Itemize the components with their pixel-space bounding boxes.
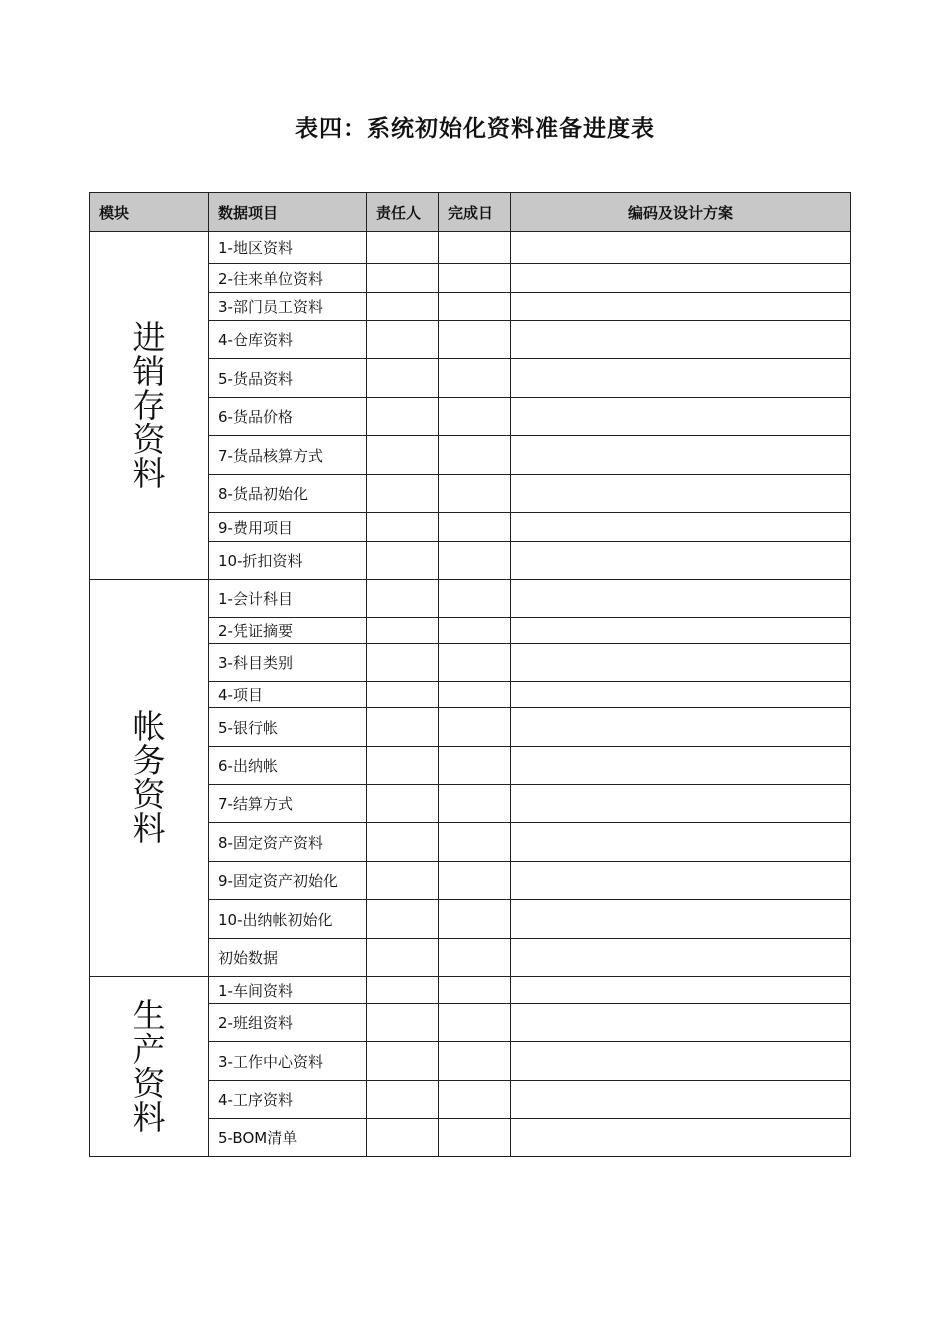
- owner-cell[interactable]: [367, 785, 439, 823]
- owner-cell[interactable]: [367, 232, 439, 264]
- item-cell: 2-凭证摘要: [209, 618, 367, 644]
- item-cell: 3-部门员工资料: [209, 293, 367, 321]
- owner-cell[interactable]: [367, 747, 439, 785]
- item-cell: 3-科目类别: [209, 644, 367, 682]
- header-item: 数据项目: [209, 193, 367, 232]
- due-cell[interactable]: [439, 977, 511, 1004]
- owner-cell[interactable]: [367, 1004, 439, 1042]
- owner-cell[interactable]: [367, 823, 439, 862]
- item-cell: 4-工序资料: [209, 1081, 367, 1119]
- item-cell: 1-地区资料: [209, 232, 367, 264]
- owner-cell[interactable]: [367, 1042, 439, 1081]
- owner-cell[interactable]: [367, 513, 439, 542]
- table-header-row: [90, 193, 851, 232]
- due-cell[interactable]: [439, 1004, 511, 1042]
- plan-cell[interactable]: [511, 708, 851, 747]
- plan-cell[interactable]: [511, 862, 851, 900]
- module-cell: [90, 580, 209, 977]
- due-cell[interactable]: [439, 1042, 511, 1081]
- module-label: 生 产 资 料: [132, 995, 166, 1137]
- plan-cell[interactable]: [511, 542, 851, 580]
- plan-cell[interactable]: [511, 264, 851, 293]
- due-cell[interactable]: [439, 862, 511, 900]
- owner-cell[interactable]: [367, 580, 439, 618]
- owner-cell[interactable]: [367, 398, 439, 436]
- plan-cell[interactable]: [511, 398, 851, 436]
- plan-cell[interactable]: [511, 823, 851, 862]
- due-cell[interactable]: [439, 542, 511, 580]
- plan-cell[interactable]: [511, 359, 851, 398]
- item-cell: 6-货品价格: [209, 398, 367, 436]
- due-cell[interactable]: [439, 475, 511, 513]
- item-cell: 5-银行帐: [209, 708, 367, 747]
- plan-cell[interactable]: [511, 1042, 851, 1081]
- module-label: 帐 务 资 料: [132, 707, 166, 848]
- due-cell[interactable]: [439, 513, 511, 542]
- header-owner: 责任人: [367, 193, 439, 232]
- due-cell[interactable]: [439, 785, 511, 823]
- plan-cell[interactable]: [511, 900, 851, 939]
- due-cell[interactable]: [439, 682, 511, 708]
- item-cell: 8-固定资产资料: [209, 823, 367, 862]
- owner-cell[interactable]: [367, 1081, 439, 1119]
- due-cell[interactable]: [439, 644, 511, 682]
- owner-cell[interactable]: [367, 359, 439, 398]
- owner-cell[interactable]: [367, 682, 439, 708]
- owner-cell[interactable]: [367, 862, 439, 900]
- item-cell: 7-货品核算方式: [209, 436, 367, 475]
- header-plan: 编码及设计方案: [511, 193, 851, 232]
- due-cell[interactable]: [439, 1081, 511, 1119]
- due-cell[interactable]: [439, 359, 511, 398]
- item-cell: 6-出纳帐: [209, 747, 367, 785]
- due-cell[interactable]: [439, 293, 511, 321]
- module-cell: [90, 977, 209, 1157]
- item-cell: 3-工作中心资料: [209, 1042, 367, 1081]
- plan-cell[interactable]: [511, 682, 851, 708]
- plan-cell[interactable]: [511, 747, 851, 785]
- owner-cell[interactable]: [367, 644, 439, 682]
- plan-cell[interactable]: [511, 1081, 851, 1119]
- owner-cell[interactable]: [367, 900, 439, 939]
- owner-cell[interactable]: [367, 708, 439, 747]
- due-cell[interactable]: [439, 264, 511, 293]
- due-cell[interactable]: [439, 436, 511, 475]
- plan-cell[interactable]: [511, 580, 851, 618]
- due-cell[interactable]: [439, 618, 511, 644]
- header-due: 完成日: [439, 193, 511, 232]
- table-row: [90, 977, 851, 1004]
- plan-cell[interactable]: [511, 475, 851, 513]
- item-cell: 1-车间资料: [209, 977, 367, 1004]
- item-cell: 10-折扣资料: [209, 542, 367, 580]
- owner-cell[interactable]: [367, 264, 439, 293]
- item-cell: 5-BOM清单: [209, 1119, 367, 1157]
- item-cell: 9-固定资产初始化: [209, 862, 367, 900]
- owner-cell[interactable]: [367, 542, 439, 580]
- due-cell[interactable]: [439, 747, 511, 785]
- due-cell[interactable]: [439, 580, 511, 618]
- page-title: 表四：系统初始化资料准备进度表: [295, 116, 655, 142]
- item-cell: 4-仓库资料: [209, 321, 367, 359]
- due-cell[interactable]: [439, 939, 511, 977]
- owner-cell[interactable]: [367, 321, 439, 359]
- plan-cell[interactable]: [511, 644, 851, 682]
- plan-cell[interactable]: [511, 939, 851, 977]
- due-cell[interactable]: [439, 708, 511, 747]
- item-cell: 1-会计科目: [209, 580, 367, 618]
- item-cell: 2-往来单位资料: [209, 264, 367, 293]
- table-row: [90, 580, 851, 618]
- plan-cell[interactable]: [511, 232, 851, 264]
- plan-cell[interactable]: [511, 785, 851, 823]
- item-cell: 4-项目: [209, 682, 367, 708]
- due-cell[interactable]: [439, 398, 511, 436]
- owner-cell[interactable]: [367, 293, 439, 321]
- plan-cell[interactable]: [511, 1004, 851, 1042]
- item-cell: 10-出纳帐初始化: [209, 900, 367, 939]
- plan-cell[interactable]: [511, 321, 851, 359]
- owner-cell[interactable]: [367, 436, 439, 475]
- item-cell: 初始数据: [209, 939, 367, 977]
- owner-cell[interactable]: [367, 475, 439, 513]
- header-module: 模块: [90, 193, 209, 232]
- plan-cell[interactable]: [511, 618, 851, 644]
- table-body: [90, 232, 851, 1157]
- owner-cell[interactable]: [367, 1119, 439, 1157]
- plan-cell[interactable]: [511, 977, 851, 1004]
- due-cell[interactable]: [439, 232, 511, 264]
- plan-cell[interactable]: [511, 293, 851, 321]
- owner-cell[interactable]: [367, 939, 439, 977]
- table-row: [90, 232, 851, 264]
- item-cell: 7-结算方式: [209, 785, 367, 823]
- owner-cell[interactable]: [367, 618, 439, 644]
- item-cell: 5-货品资料: [209, 359, 367, 398]
- due-cell[interactable]: [439, 1119, 511, 1157]
- plan-cell[interactable]: [511, 1119, 851, 1157]
- due-cell[interactable]: [439, 321, 511, 359]
- due-cell[interactable]: [439, 823, 511, 862]
- owner-cell[interactable]: [367, 977, 439, 1004]
- plan-cell[interactable]: [511, 513, 851, 542]
- module-label: 进 销 存 资 料: [132, 317, 166, 493]
- item-cell: 2-班组资料: [209, 1004, 367, 1042]
- due-cell[interactable]: [439, 900, 511, 939]
- progress-table: [89, 192, 851, 1157]
- item-cell: 9-费用项目: [209, 513, 367, 542]
- plan-cell[interactable]: [511, 436, 851, 475]
- module-cell: [90, 232, 209, 580]
- item-cell: 8-货品初始化: [209, 475, 367, 513]
